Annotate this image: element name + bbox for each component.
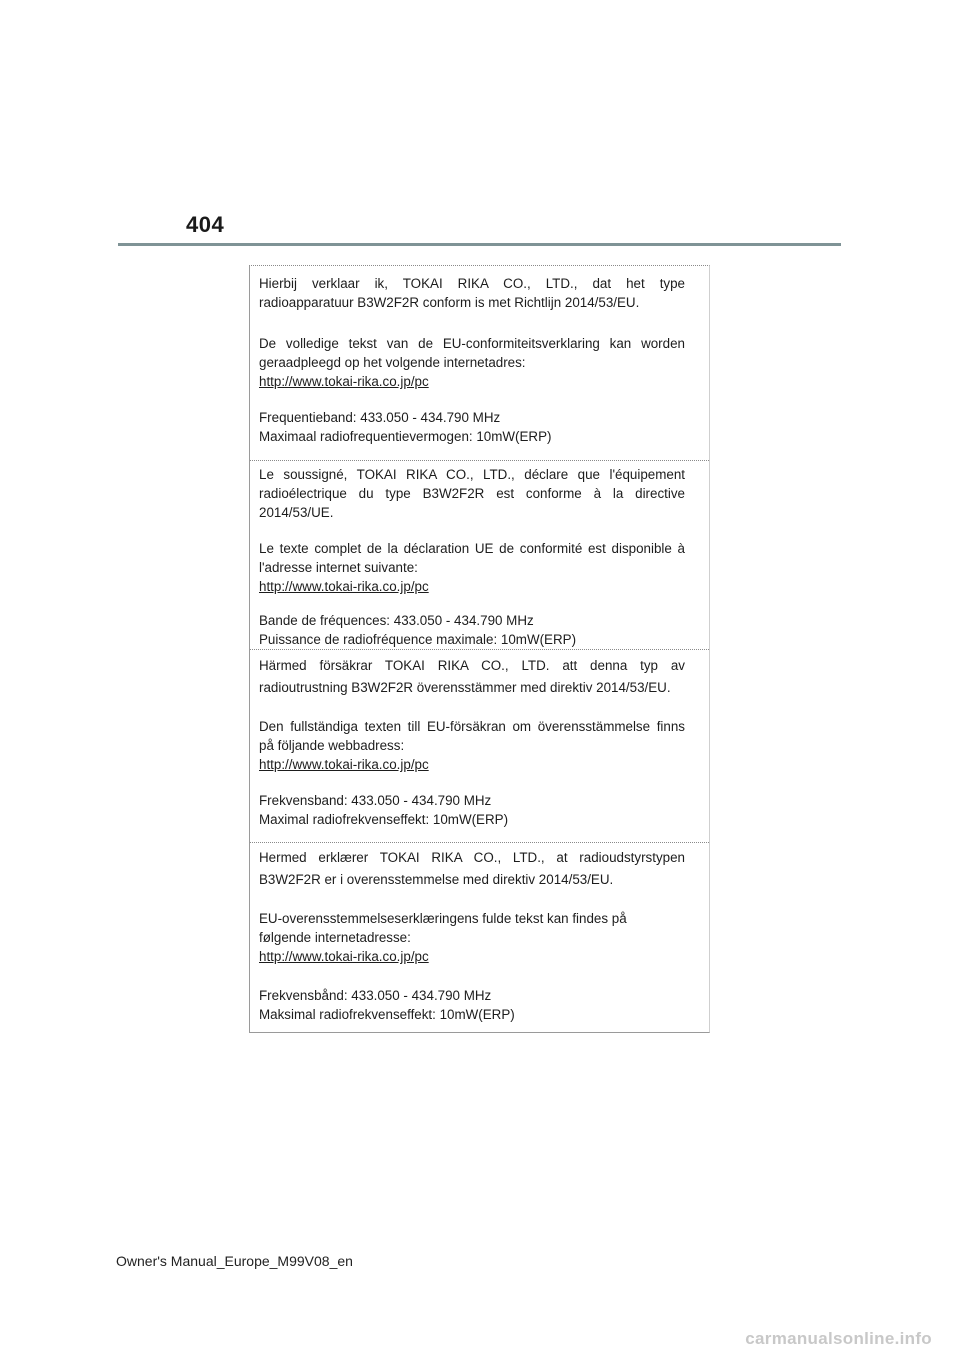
text-line: radioapparatuur B3W2F2R conform is met Richtlijn 2014/53/EU. <box>259 295 640 310</box>
text-line: Puissance de radiofréquence maximale: 10mW(ERP) <box>259 632 577 647</box>
watermark: carmanualsonline.info <box>745 1329 932 1348</box>
text-line: B3W2F2R er i overensstemmelse med direktiv 2014/53/EU. <box>259 872 614 887</box>
text-line: følgende internetadresse: <box>259 930 411 945</box>
declaration-french <box>250 460 709 648</box>
text-line: EU-overensstemmelseserklæringens fulde tekst kan findes på <box>259 911 627 926</box>
text-line: l'adresse internet suivante: <box>259 560 418 575</box>
text-line: Bande de fréquences: 433.050 - 434.790 MHz <box>259 613 534 628</box>
text-line: Frekvensbånd: 433.050 - 434.790 MHz <box>259 988 492 1003</box>
text-line: De volledige tekst van de EU-conformiteitsverklaring kan worden <box>259 336 685 351</box>
text-line: Le soussigné, TOKAI RIKA CO., LTD., déclare que l'équipement <box>259 467 685 482</box>
text-line: på följande webbadress: <box>259 738 405 753</box>
text-line: Maximaal radiofrequentievermogen: 10mW(ERP) <box>259 429 552 444</box>
declaration-dutch <box>250 274 709 460</box>
text-line: Maximal radiofrekvenseffekt: 10mW(ERP) <box>259 812 509 827</box>
text-line: radioélectrique du type B3W2F2R est conforme à la directive <box>259 486 685 501</box>
page-number: 404 <box>186 212 225 237</box>
declaration-swedish <box>250 649 709 842</box>
text-line: Den fullständiga texten till EU-försäkran om överensstämmelse finns <box>259 719 685 734</box>
text-line: Härmed försäkrar TOKAI RIKA CO., LTD. att denna typ av <box>259 658 685 673</box>
text-line: Hierbij verklaar ik, TOKAI RIKA CO., LTD., dat het type <box>259 276 685 291</box>
declaration-link[interactable]: http://www.tokai-rika.co.jp/pc <box>259 757 429 772</box>
declaration-link[interactable]: http://www.tokai-rika.co.jp/pc <box>259 949 429 964</box>
text-line: 2014/53/UE. <box>259 505 334 520</box>
header-rule <box>118 243 841 246</box>
text-line: Le texte complet de la déclaration UE de conformité est disponible à <box>259 541 685 556</box>
declaration-link[interactable]: http://www.tokai-rika.co.jp/pc <box>259 579 429 594</box>
declaration-danish <box>250 842 709 1032</box>
text-line: radioutrustning B3W2F2R överensstämmer med direktiv 2014/53/EU. <box>259 680 671 695</box>
text-line: Maksimal radiofrekvenseffekt: 10mW(ERP) <box>259 1007 515 1022</box>
text-line: geraadpleegd op het volgende internetadres: <box>259 355 526 370</box>
text-line: Frekvensband: 433.050 - 434.790 MHz <box>259 793 492 808</box>
declaration-link[interactable]: http://www.tokai-rika.co.jp/pc <box>259 374 429 389</box>
text-line: Frequentieband: 433.050 - 434.790 MHz <box>259 410 501 425</box>
footer-text: Owner's Manual_Europe_M99V08_en <box>116 1253 353 1269</box>
text-line: Hermed erklærer TOKAI RIKA CO., LTD., at radioudstyrstypen <box>259 850 685 865</box>
declaration-box <box>249 265 710 1033</box>
